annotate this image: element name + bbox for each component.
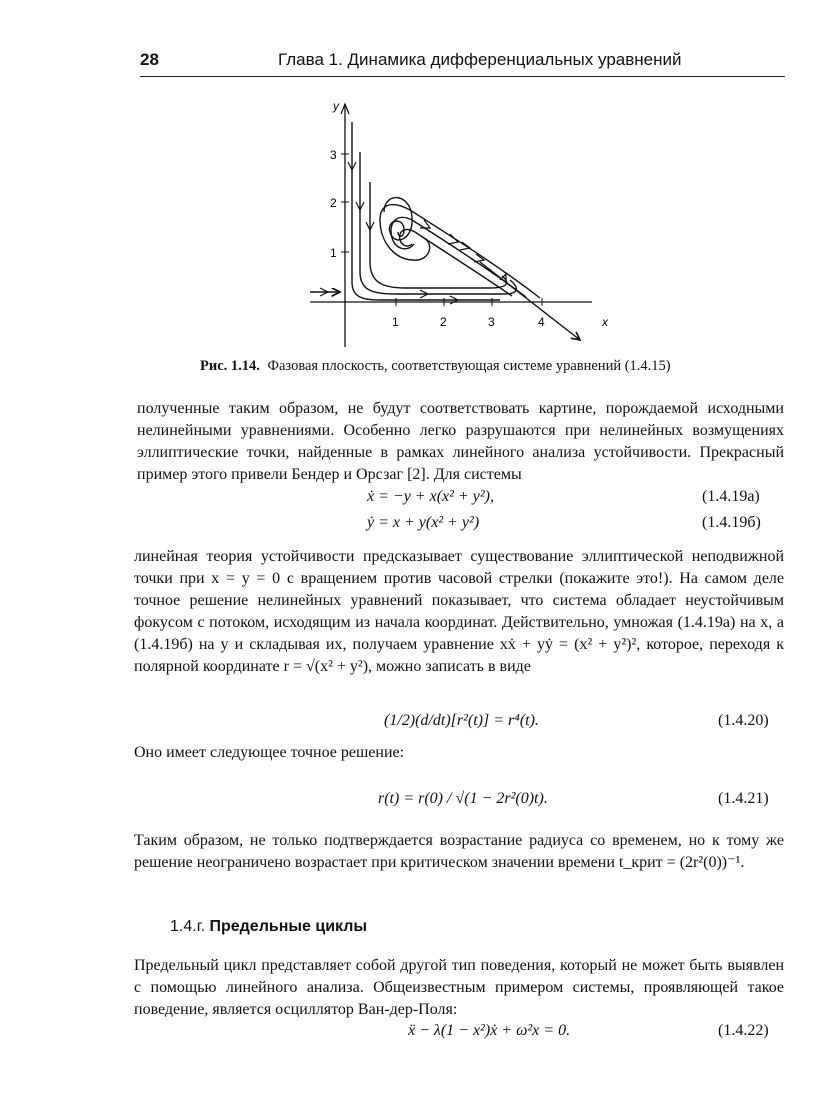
section-heading [170, 918, 367, 936]
y-tick-label: 3 [330, 148, 337, 162]
equation-1-4-21: r(t) = r(0) / √(1 − 2r²(0)t). [378, 790, 548, 807]
phase-plane-figure [300, 92, 630, 352]
paragraph-4: Таким образом, не только подтверждается возрастание радиуса со временем, но к тому же решение неограничено возрастает при критическом значении времени t_крит = (2r²(0))⁻¹. [134, 832, 784, 871]
page-number: 28 [140, 50, 159, 69]
paragraph-5: Предельный цикл представляет собой другой тип поведения, который не может быть выявлен с помощью линейного анализа. Общеизвестным примером системы, проявляющей такое поведение, является осциллятор Ван-дер-Поля: [134, 957, 784, 1018]
axis-y-label: y [333, 99, 339, 113]
caption-label: Рис. 1.14. [200, 358, 260, 374]
figure-caption [200, 358, 760, 375]
running-header [140, 46, 785, 77]
trajectory-diagonal [480, 262, 580, 340]
x-tick-label: 3 [488, 315, 495, 329]
x-tick-label: 1 [392, 315, 399, 329]
x-tick-label: 2 [440, 315, 447, 329]
paragraph-2: линейная теория устойчивости предсказывает существование эллиптической неподвижной точки при x = y = 0 с вращением против часовой стрелки (покажите это!). На самом деле точное решение нелинейных уравнений показывает, что система обладает неустойчивым фокусом с потоком, исходящим из начала координат. Действительно, умножая (1.4.19а) на x, а (1.4.19б) на y и складывая их, получаем уравнение xẋ + yẏ = (x² + y²)², которое, переходя к полярной координате r = √(x² + y²), можно записать в виде [134, 548, 784, 675]
equation-number-1-4-19b: (1.4.19б) [702, 514, 761, 531]
caption-text: Фазовая плоскость, соответствующая системе уравнений (1.4.15) [267, 358, 671, 374]
y-tick-label: 2 [330, 196, 337, 210]
equation-1-4-19a: ẋ = −y + x(x² + y²), [367, 488, 494, 505]
equation-1-4-22: ẍ − λ(1 − x²)ẋ + ω²x = 0. [408, 1022, 571, 1039]
paragraph-3: Оно имеет следующее точное решение: [134, 744, 405, 761]
paragraph-1: полученные таким образом, не будут соответствовать картине, порождаемой исходными нелинейными уравнениями. Особенно легко разрушаются при нелинейных возмущениях эллиптические точки, найденные в рамках линейного анализа устойчивости. Прекрасный пример этого привели Бендер и Орсзаг [2]. Для системы [137, 400, 784, 483]
equation-number-1-4-21: (1.4.21) [718, 790, 769, 807]
section-title: Предельные циклы [209, 918, 368, 935]
equation-number-1-4-19a: (1.4.19а) [702, 488, 760, 505]
equation-1-4-20: (1/2)(d/dt)[r²(t)] = r⁴(t). [384, 712, 539, 729]
y-tick-label: 1 [330, 246, 337, 260]
section-number: 1.4.г. [170, 918, 206, 935]
x-tick-label: 4 [538, 315, 545, 329]
equation-number-1-4-22: (1.4.22) [718, 1022, 769, 1039]
equation-1-4-19b: ẏ = x + y(x² + y²) [367, 514, 480, 531]
chapter-title: Глава 1. Динамика дифференциальных уравнений [278, 50, 682, 69]
equation-number-1-4-20: (1.4.20) [718, 712, 769, 729]
axis-x-label: x [602, 315, 608, 329]
